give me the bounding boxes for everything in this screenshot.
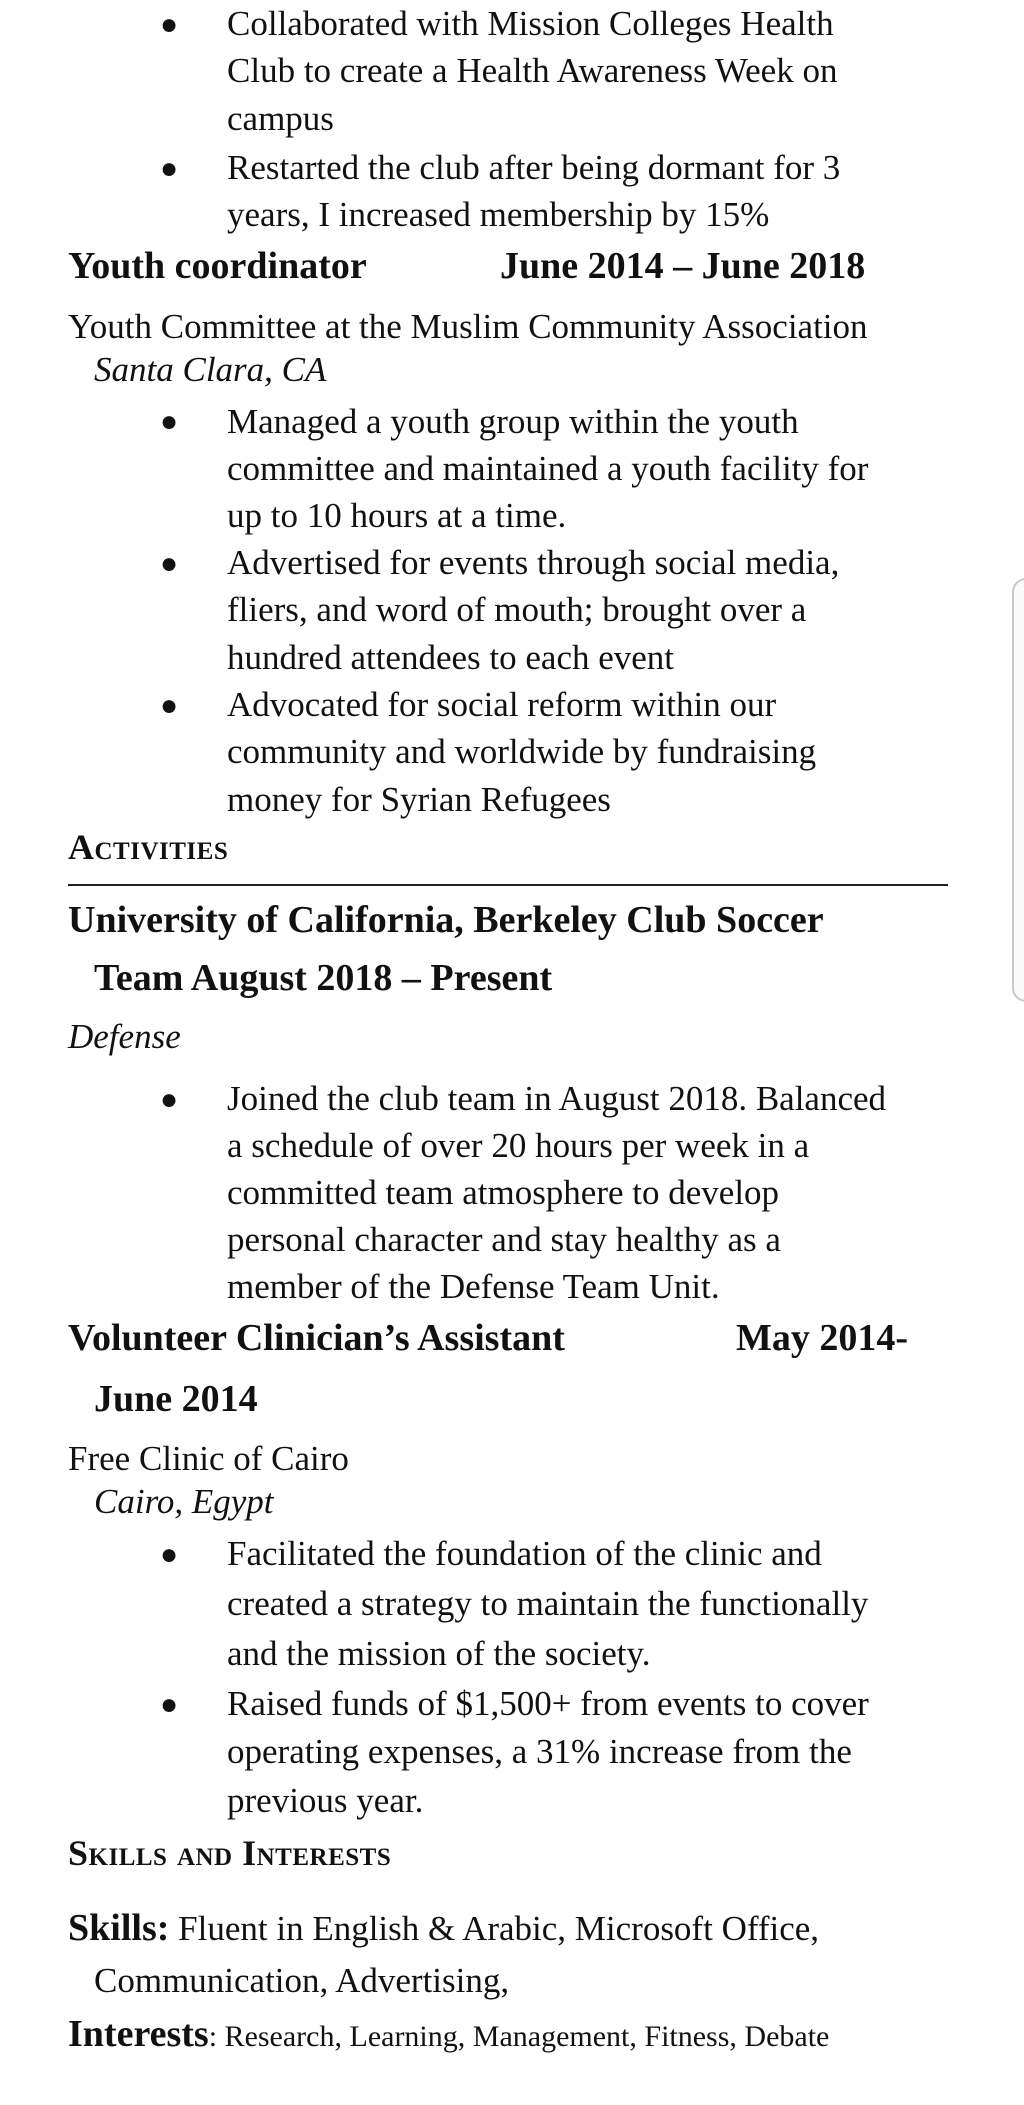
bullet-icon: ● <box>160 1083 179 1116</box>
interests-text: : Research, Learning, Management, Fitness, Debate <box>208 2020 830 2053</box>
bullet-icon: ● <box>160 1688 179 1721</box>
youth-bullet-2-line-2: fliers, and word of mouth; brought over a <box>227 590 807 629</box>
scrollbar-handle[interactable] <box>1012 578 1024 1002</box>
clinic-location: Cairo, Egypt <box>94 1482 274 1521</box>
youth-bullet-2-line-3: hundred attendees to each event <box>227 638 675 677</box>
soccer-bullet-line-1: Joined the club team in August 2018. Balanced <box>227 1079 887 1118</box>
youth-title: Youth coordinator <box>68 245 367 287</box>
clinic-dates-end: June 2014 <box>94 1378 258 1420</box>
clinic-bullet-2-line-3: previous year. <box>227 1781 424 1820</box>
clinic-bullet-2-line-1: Raised funds of $1,500+ from events to cover <box>227 1684 869 1723</box>
soccer-title-line-2: Team August 2018 – Present <box>94 957 553 999</box>
youth-bullet-1-line-2: committee and maintained a youth facility for <box>227 449 869 488</box>
intro-bullet-2-line-2: years, I increased membership by 15% <box>227 195 770 234</box>
bullet-icon: ● <box>160 8 179 41</box>
soccer-role: Defense <box>68 1017 181 1056</box>
youth-bullet-3-line-2: community and worldwide by fundraising <box>227 732 817 771</box>
youth-bullet-1-line-1: Managed a youth group within the youth <box>227 402 799 441</box>
clinic-title: Volunteer Clinician’s Assistant <box>68 1317 565 1359</box>
intro-bullet-1-line-2: Club to create a Health Awareness Week on <box>227 51 838 90</box>
interests-line <box>68 2011 829 2060</box>
activities-heading: Activities <box>68 827 229 867</box>
youth-bullet-1-line-3: up to 10 hours at a time. <box>227 496 567 535</box>
soccer-title-line-1: University of California, Berkeley Club Soccer <box>68 899 824 941</box>
interests-label: Interests <box>68 2013 209 2055</box>
bullet-icon: ● <box>160 152 179 185</box>
bullet-icon: ● <box>160 689 179 722</box>
skills-heading: Skills and Interests <box>68 1833 392 1873</box>
bullet-icon: ● <box>160 547 179 580</box>
soccer-bullet-line-5: member of the Defense Team Unit. <box>227 1267 720 1306</box>
intro-bullet-1-line-1: Collaborated with Mission Colleges Health <box>227 4 834 43</box>
clinic-dates-start: May 2014- <box>736 1317 909 1359</box>
clinic-bullet-1-line-2: created a strategy to maintain the functionally <box>227 1584 869 1623</box>
youth-bullet-3-line-1: Advocated for social reform within our <box>227 685 777 724</box>
soccer-bullet-line-2: a schedule of over 20 hours per week in a <box>227 1126 810 1165</box>
intro-bullet-2-line-1: Restarted the club after being dormant for 3 <box>227 148 841 187</box>
clinic-bullet-2-line-2: operating expenses, a 31% increase from the <box>227 1732 852 1771</box>
skills-label: Skills: <box>68 1907 170 1949</box>
clinic-bullet-1-line-1: Facilitated the foundation of the clinic and <box>227 1534 822 1573</box>
clinic-bullet-1-line-3: and the mission of the society. <box>227 1634 651 1673</box>
section-divider <box>68 884 948 886</box>
clinic-org: Free Clinic of Cairo <box>68 1439 349 1478</box>
skills-line-2: Communication, Advertising, <box>94 1961 510 2000</box>
bullet-icon: ● <box>160 1538 179 1571</box>
soccer-bullet-line-3: committed team atmosphere to develop <box>227 1173 780 1212</box>
skills-text-1: Fluent in English & Arabic, Microsoft Office, <box>169 1909 820 1948</box>
intro-bullet-1-line-3: campus <box>227 99 334 138</box>
bullet-icon: ● <box>160 405 179 438</box>
youth-org: Youth Committee at the Muslim Community Association <box>68 307 868 346</box>
youth-location: Santa Clara, CA <box>94 350 327 389</box>
youth-dates: June 2014 – June 2018 <box>500 245 866 287</box>
youth-bullet-3-line-3: money for Syrian Refugees <box>227 780 611 819</box>
youth-bullet-2-line-1: Advertised for events through social media, <box>227 543 840 582</box>
soccer-bullet-line-4: personal character and stay healthy as a <box>227 1220 781 1259</box>
skills-line-1 <box>68 1905 819 1952</box>
